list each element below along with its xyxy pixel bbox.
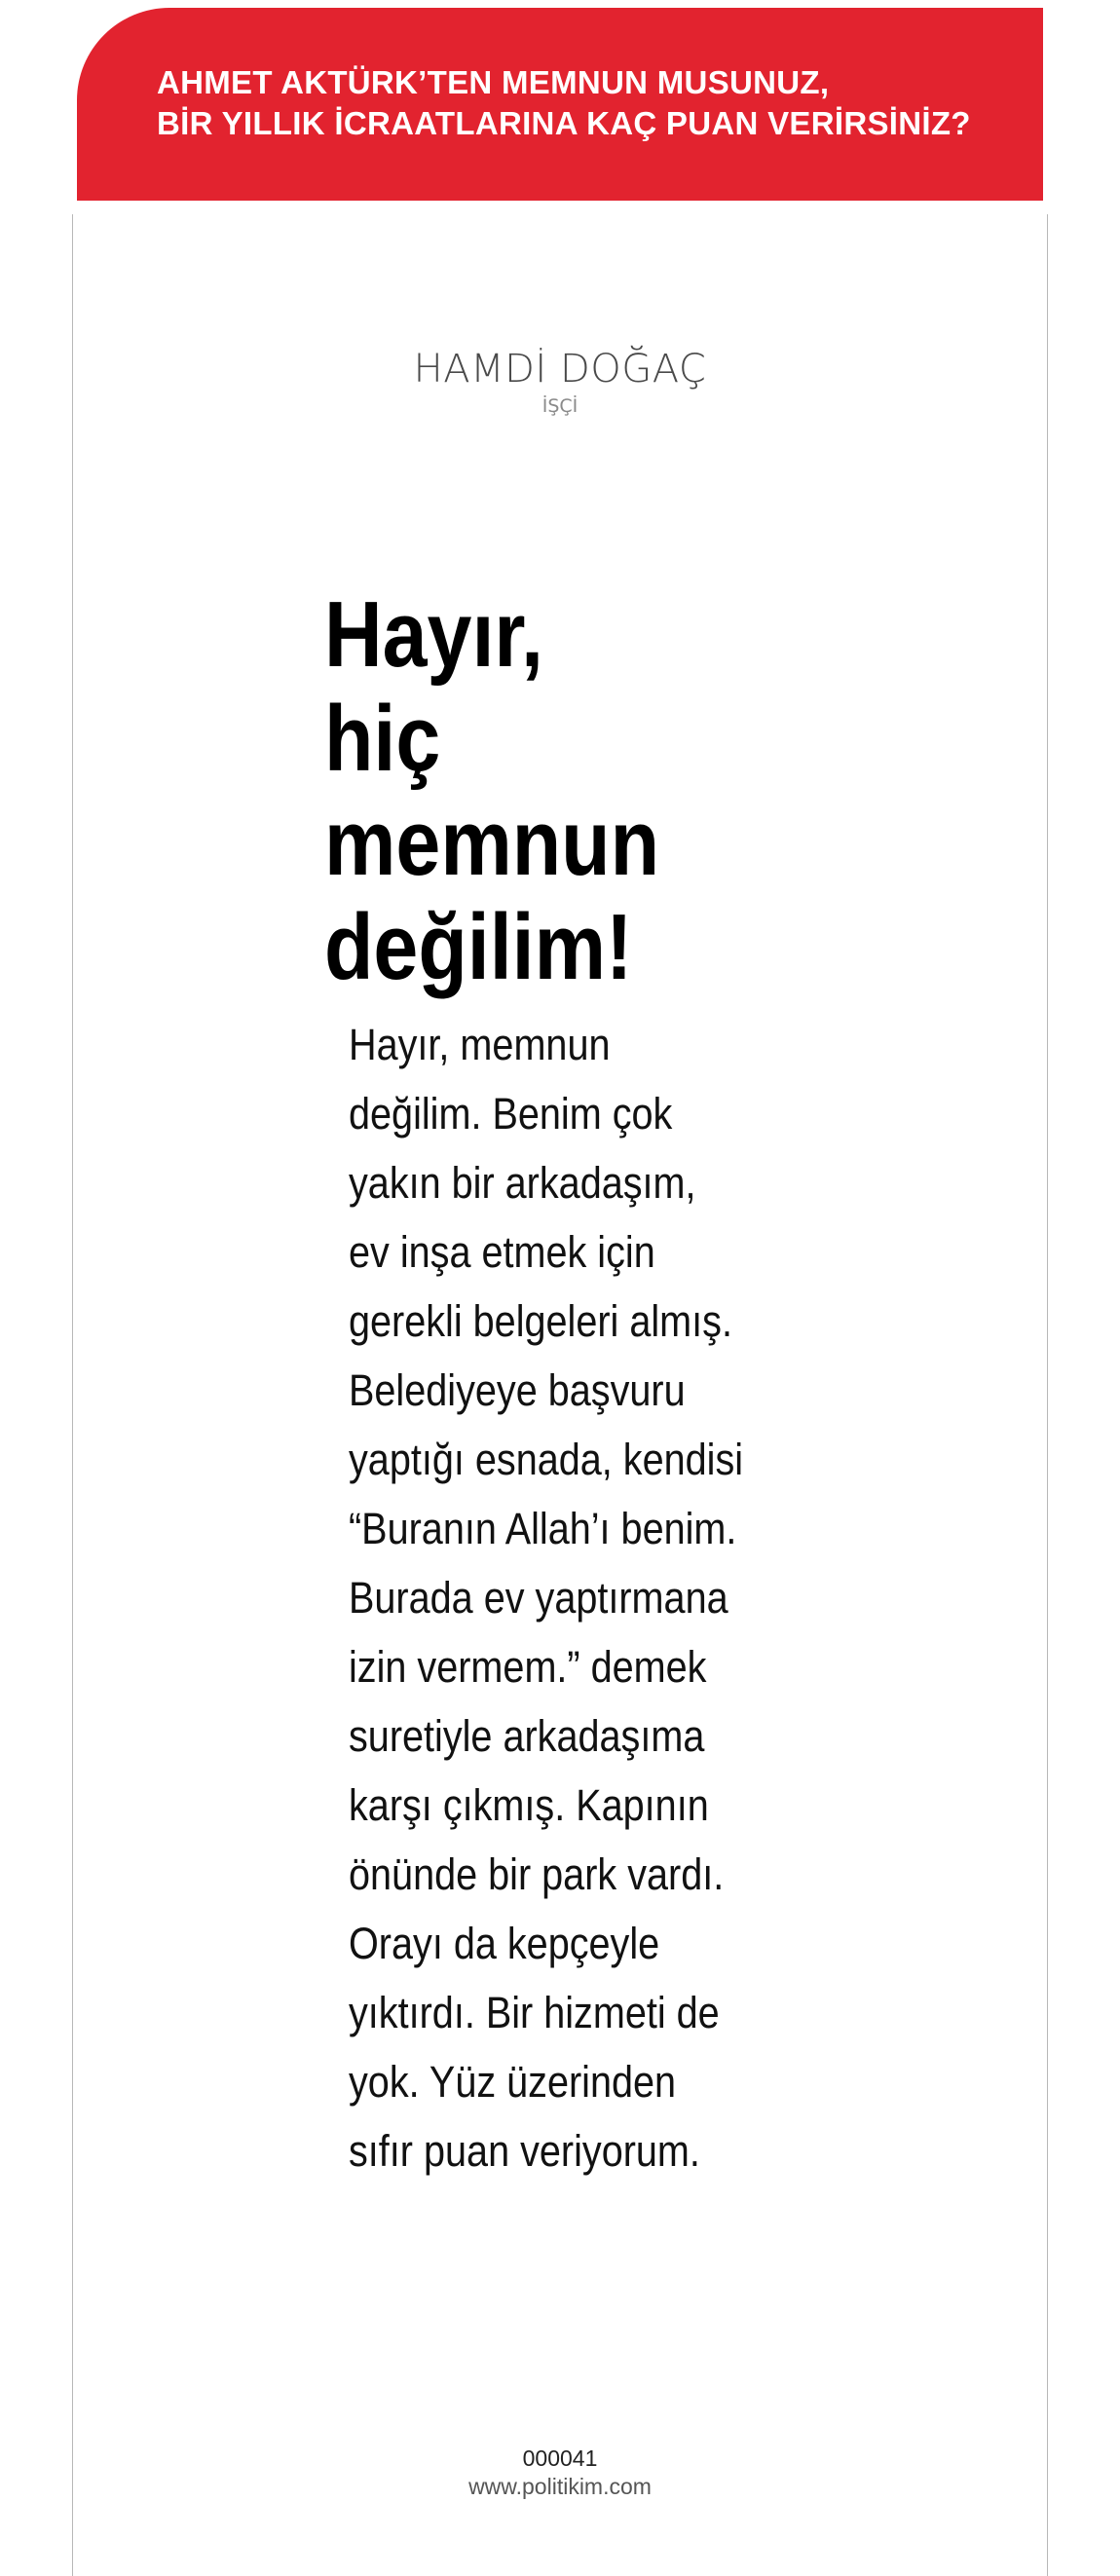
page-code: 000041 (522, 2445, 598, 2471)
answer-line: değilim. Benim çok (349, 1089, 673, 1139)
question-line-1: AHMET AKTÜRK’TEN MEMNUN MUSUNUZ, (157, 64, 830, 100)
answer-line: Orayı da kepçeyle (349, 1919, 660, 1968)
answer-headline (324, 582, 870, 999)
answer-line: önünde bir park vardı. (349, 1849, 725, 1899)
answer-line: gerekli belgeleri almış. (349, 1296, 732, 1346)
interviewee-occupation: İŞÇİ (541, 395, 579, 417)
question-banner (77, 8, 1043, 201)
answer-line: suretiyle arkadaşıma (349, 1711, 705, 1761)
answer-line: ev inşa etmek için (349, 1227, 655, 1277)
answer-line: sıfır puan veriyorum. (349, 2126, 700, 2176)
interviewee-name: HAMDİ DOĞAÇ (413, 347, 707, 392)
question-line-2: BİR YILLIK İCRAATLARINA KAÇ PUAN VERİRSİNİZ? (157, 105, 971, 141)
headline-line: hiç (324, 687, 441, 791)
interviewee-block (0, 346, 1120, 418)
headline-line: Hayır, (324, 582, 543, 687)
answer-line: yok. Yüz üzerinden (349, 2057, 677, 2107)
website-link[interactable]: www.politikim.com (468, 2474, 652, 2499)
answer-line: yakın bir arkadaşım, (349, 1158, 696, 1208)
answer-line: “Buranın Allah’ı benim. (349, 1504, 737, 1553)
answer-line: karşı çıkmış. Kapının (349, 1780, 709, 1830)
answer-body (349, 1010, 855, 2185)
answer-line: izin vermem.” demek (349, 1642, 707, 1692)
headline-line: değilim! (324, 895, 633, 999)
answer-line: Hayır, memnun (349, 1020, 611, 1069)
answer-line: yaptığı esnada, kendisi (349, 1435, 744, 1484)
answer-line: Burada ev yaptırmana (349, 1573, 728, 1623)
answer-line: Belediyeye başvuru (349, 1365, 686, 1415)
headline-line: memnun (324, 791, 660, 895)
page-footer (0, 2445, 1120, 2501)
answer-line: yıktırdı. Bir hizmeti de (349, 1988, 720, 2037)
